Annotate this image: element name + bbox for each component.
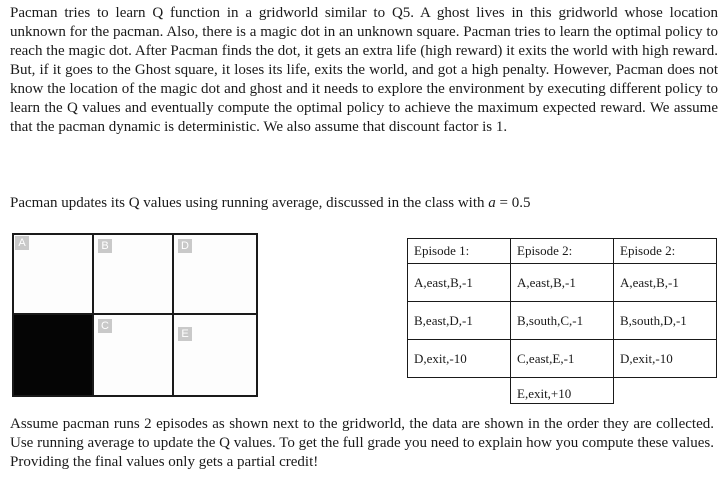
cell-label-d: D xyxy=(178,239,192,253)
cell-label-a: A xyxy=(15,236,29,250)
grid-cell-b xyxy=(94,235,174,315)
table-cell-empty xyxy=(408,378,511,404)
table-cell: A,east,B,-1 xyxy=(511,264,614,302)
grid-cell-e xyxy=(174,315,256,395)
update-rule-text: Pacman updates its Q values using running average, discussed in the class with xyxy=(10,195,489,211)
episode-header-2: Episode 2: xyxy=(511,239,614,264)
table-cell: A,east,B,-1 xyxy=(614,264,717,302)
grid-cell-a xyxy=(14,235,94,315)
closing-paragraph: Assume pacman runs 2 episodes as shown next to the gridworld, the data are shown in the order they are collected. Use running average to update the Q values. To get the full grade you need to explain how you compute these values. Providing the final values only gets a partial credit! xyxy=(10,416,714,470)
grid-cell-c xyxy=(94,315,174,395)
table-cell: B,south,C,-1 xyxy=(511,302,614,340)
table-cell: A,east,B,-1 xyxy=(408,264,511,302)
table-cell: D,exit,-10 xyxy=(408,340,511,378)
update-rule xyxy=(10,194,530,213)
cell-label-e: E xyxy=(178,327,192,341)
alpha-symbol: a xyxy=(488,195,496,211)
table-cell: B,south,D,-1 xyxy=(614,302,717,340)
table-header-row xyxy=(408,239,717,264)
table-row xyxy=(408,302,717,340)
alpha-value: = 0.5 xyxy=(495,195,531,211)
episode-header-3: Episode 2: xyxy=(614,239,717,264)
intro-paragraph: Pacman tries to learn Q function in a gridworld similar to Q5. A ghost lives in this gridworld whose location unknown for the pacman. Also, there is a magic dot in an unknown square. Pacman tries to learn the optimal policy to reach the magic dot. After Pacman finds the dot, it gets an extra life (high reward) it exits the world with high reward. But, if it goes to the Ghost square, it loses its life, exits the world, and got a high penalty. However, Pacman does not know the location of the magic dot and ghost and it needs to explore the environment by executing different policy to learn the Q values and eventually compute the optimal policy to achieve the maximum expected reward. We assume that the pacman dynamic is deterministic. We also assume that discount factor is 1. xyxy=(10,5,718,135)
table-row-extra xyxy=(408,378,717,404)
table-cell: D,exit,-10 xyxy=(614,340,717,378)
table-cell: E,exit,+10 xyxy=(511,378,614,404)
table-cell: B,east,D,-1 xyxy=(408,302,511,340)
table-cell: C,east,E,-1 xyxy=(511,340,614,378)
grid-cell-blocked xyxy=(14,315,94,395)
table-cell-empty xyxy=(614,378,717,404)
episodes-table xyxy=(407,238,717,404)
table-row xyxy=(408,264,717,302)
grid-cell-d xyxy=(174,235,256,315)
cell-label-b: B xyxy=(98,239,112,253)
episode-header-1: Episode 1: xyxy=(408,239,511,264)
table-row xyxy=(408,340,717,378)
gridworld xyxy=(12,233,258,397)
cell-label-c: C xyxy=(98,319,112,333)
